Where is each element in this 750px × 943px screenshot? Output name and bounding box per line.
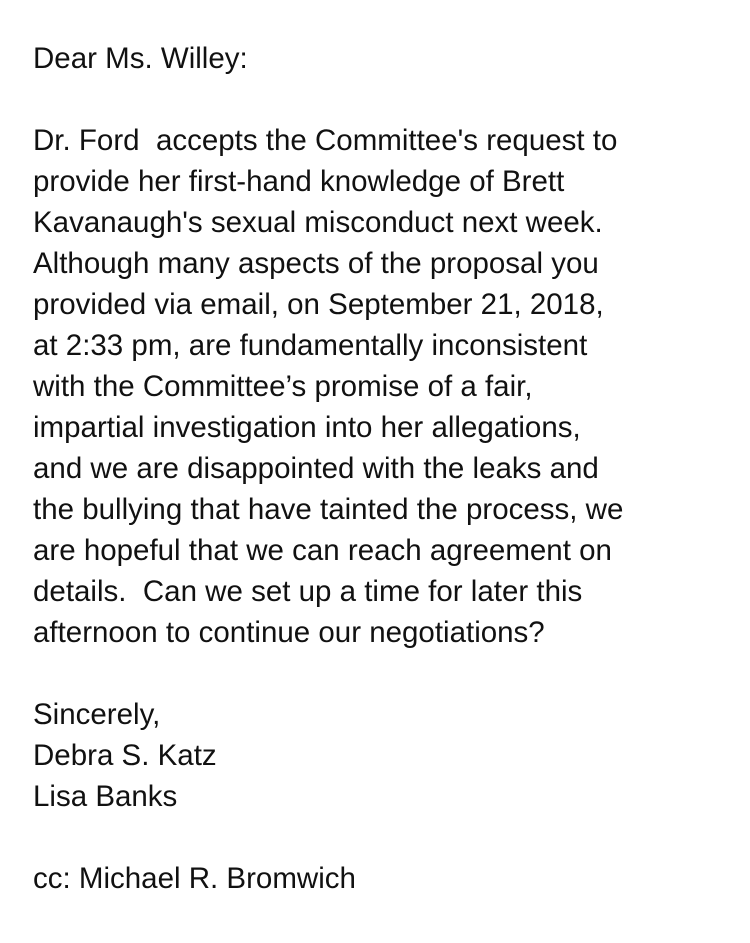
body-line: impartial investigation into her allegations,	[33, 411, 581, 444]
body-line: and we are disappointed with the leaks and	[33, 452, 599, 485]
body-line: Dr. Ford accepts the Committee's request to	[33, 124, 618, 157]
signatory-name: Lisa Banks	[33, 780, 178, 813]
letter-body-paragraph	[33, 120, 738, 653]
signatory-name: Debra S. Katz	[33, 739, 217, 772]
body-line: Kavanaugh's sexual misconduct next week.	[33, 206, 603, 239]
body-line: at 2:33 pm, are fundamentally inconsistent	[33, 329, 588, 362]
body-line: details. Can we set up a time for later this	[33, 575, 583, 608]
body-line: with the Committee’s promise of a fair,	[33, 370, 533, 403]
cc-line: cc: Michael R. Bromwich	[33, 862, 356, 895]
paragraph-gap	[33, 817, 738, 858]
salutation: Dear Ms. Willey:	[33, 42, 248, 75]
paragraph-gap	[33, 653, 738, 694]
body-line: are hopeful that we can reach agreement on	[33, 534, 612, 567]
paragraph-gap	[33, 79, 738, 120]
body-line: afternoon to continue our negotiations?	[33, 616, 545, 649]
closing: Sincerely,	[33, 698, 161, 731]
body-line: provided via email, on September 21, 2018,	[33, 288, 604, 321]
body-line: the bullying that have tainted the process, we	[33, 493, 624, 526]
letter	[33, 38, 738, 899]
body-line: Although many aspects of the proposal you	[33, 247, 599, 280]
body-line: provide her first-hand knowledge of Brett	[33, 165, 565, 198]
